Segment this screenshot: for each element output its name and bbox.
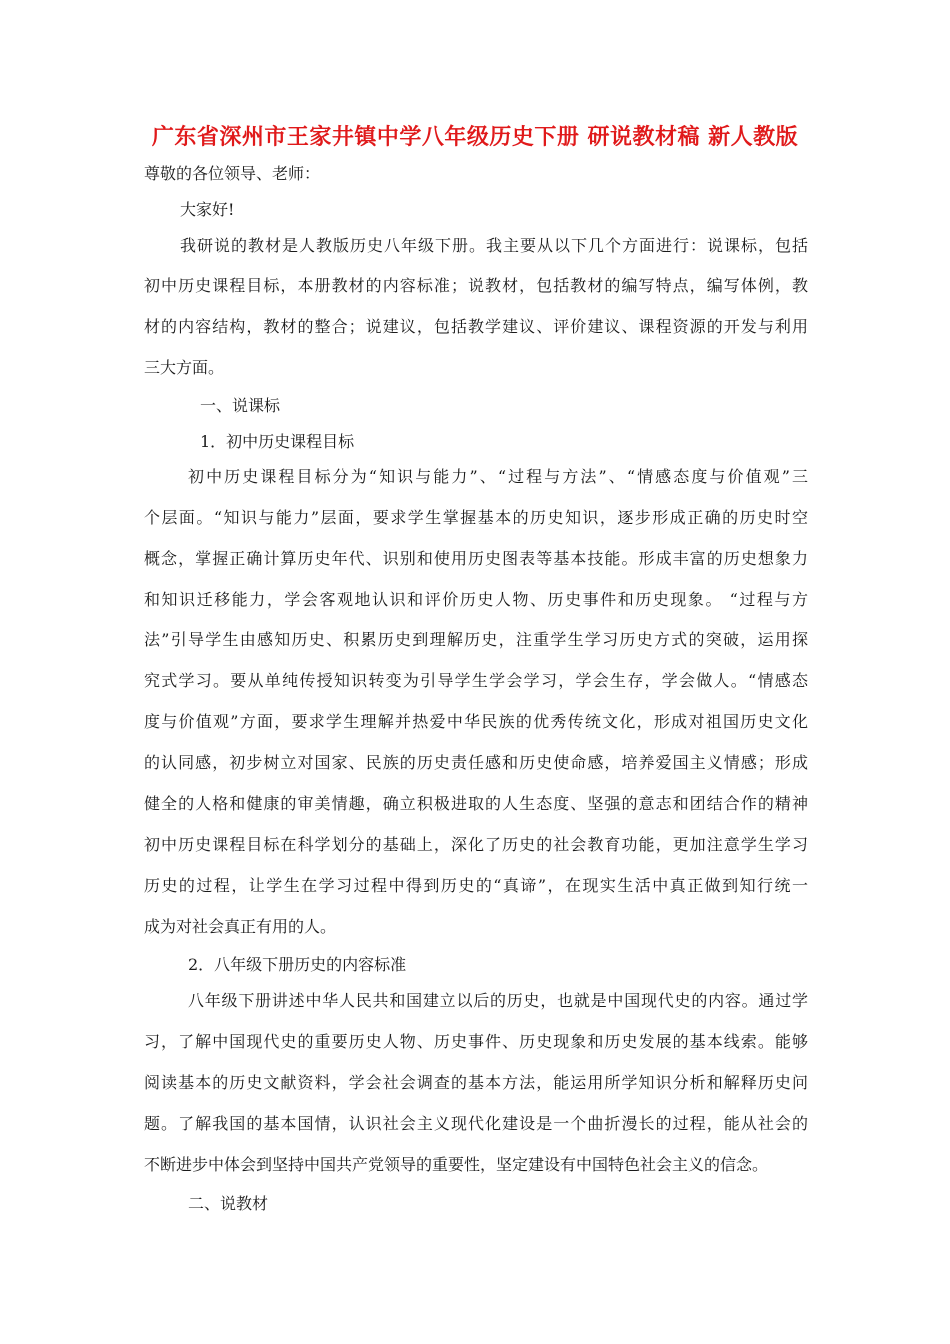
paragraph-line: 不断进步中体会到坚持中国共产党领导的重要性，坚定建设有中国特色社会主义的信念。: [144, 1155, 769, 1174]
paragraph-line: 初中历史课程目标分为“知识与能力”、“过程与方法”、“情感态度与价值观”三: [188, 467, 808, 486]
paragraph-line: 阅读基本的历史文献资料，学会社会调查的基本方法，能运用所学知识分析和解释历史问: [144, 1073, 808, 1092]
subsection-heading: 1．初中历史课程目标: [200, 432, 355, 451]
paragraph-line: 初中历史课程目标，本册教材的内容标准；说教材，包括教材的编写特点，编写体例，教: [144, 276, 808, 295]
paragraph-line: 八年级下册讲述中华人民共和国建立以后的历史，也就是中国现代史的内容。通过学: [188, 991, 808, 1010]
paragraph-line: 究式学习。要从单纯传授知识转变为引导学生学会学习，学会生存，学会做人。“情感态: [144, 671, 808, 690]
paragraph-line: 历史的过程，让学生在学习过程中得到历史的“真谛”，在现实生活中真正做到知行统一: [144, 876, 808, 895]
paragraph-line: 初中历史课程目标在科学划分的基础上，深化了历史的社会教育功能，更加注意学生学习: [144, 835, 808, 854]
paragraph-line: 题。了解我国的基本国情，认识社会主义现代化建设是一个曲折漫长的过程，能从社会的: [144, 1114, 808, 1133]
document-title: 广东省深州市王家井镇中学八年级历史下册 研说教材稿 新人教版: [151, 124, 799, 150]
section-heading: 二、说教材: [188, 1194, 269, 1213]
greeting: 大家好!: [180, 200, 235, 219]
paragraph-line: 和知识迁移能力，学会客观地认识和评价历史人物、历史事件和历史现象。 “过程与方: [144, 590, 808, 609]
salutation: 尊敬的各位领导、老师：: [144, 164, 321, 183]
subsection-heading: 2．八年级下册历史的内容标准: [188, 955, 407, 974]
paragraph-line: 成为对社会真正有用的人。: [144, 917, 337, 936]
paragraph-line: 的认同感，初步树立对国家、民族的历史责任感和历史使命感，培养爱国主义情感；形成: [144, 753, 808, 772]
paragraph-line: 三大方面。: [144, 358, 225, 377]
paragraph-line: 法”引导学生由感知历史、积累历史到理解历史，注重学生学习历史方式的突破，运用探: [144, 630, 808, 649]
paragraph-line: 材的内容结构，教材的整合；说建议，包括教学建议、评价建议、课程资源的开发与利用: [144, 317, 808, 336]
paragraph-line: 个层面。“知识与能力”层面，要求学生掌握基本的历史知识，逐步形成正确的历史时空: [144, 508, 808, 527]
paragraph-line: 度与价值观”方面，要求学生理解并热爱中华民族的优秀传统文化，形成对祖国历史文化: [144, 712, 808, 731]
paragraph-line: 习，了解中国现代史的重要历史人物、历史事件、历史现象和历史发展的基本线索。能够: [144, 1032, 808, 1051]
section-heading: 一、说课标: [200, 396, 281, 415]
paragraph-line: 概念，掌握正确计算历史年代、识别和使用历史图表等基本技能。形成丰富的历史想象力: [144, 549, 808, 568]
paragraph-line: 我研说的教材是人教版历史八年级下册。我主要从以下几个方面进行：说课标，包括: [180, 236, 808, 255]
paragraph-line: 健全的人格和健康的审美情趣，确立积极进取的人生态度、坚强的意志和团结合作的精神: [144, 794, 808, 813]
